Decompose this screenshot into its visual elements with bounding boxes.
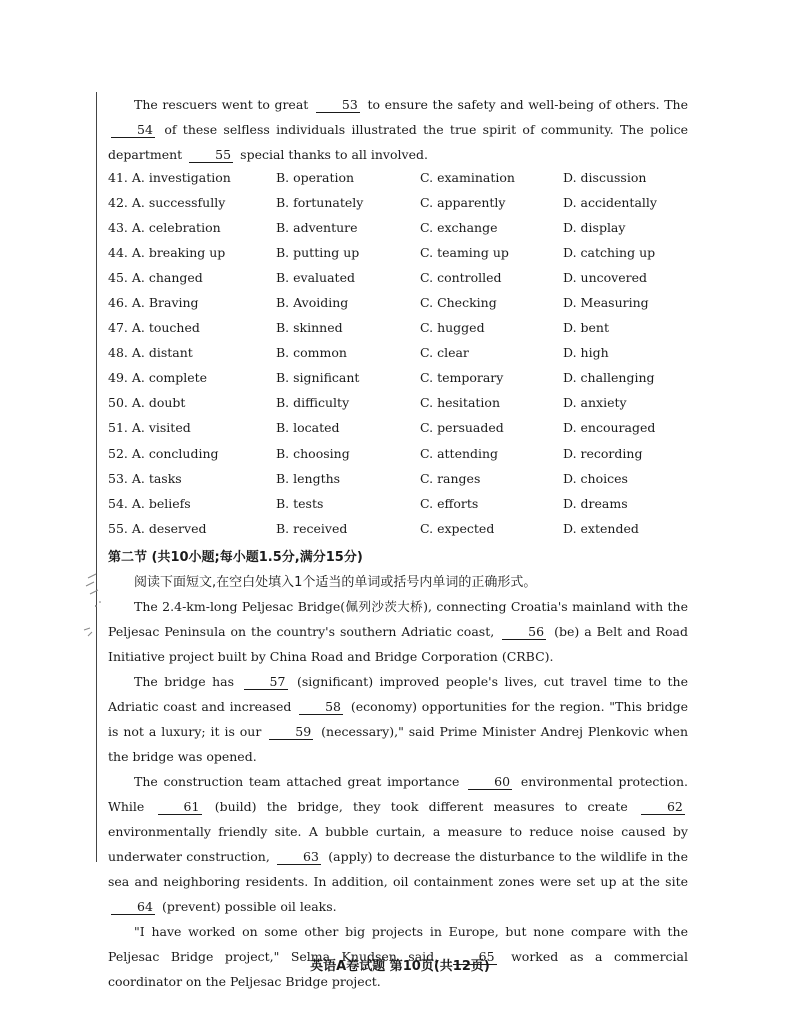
blank-63: 63: [277, 850, 321, 865]
passage-text: to ensure the safety and well-being of others. The: [367, 97, 689, 112]
passage-text: The bridge has: [134, 674, 235, 689]
passage-text: The 2.4-km-long Peljesac Bridge(佩列沙茨大桥), connecting Croatia's mainland with the Peljesac Peninsula on the country's southern Adriatic coast,: [108, 599, 688, 639]
passage-text: (significant) improved people's lives, cut travel time to the Adriatic coast and increased: [108, 674, 688, 714]
option-a: 46. A. Braving: [108, 295, 199, 311]
passage-top-paragraph: [108, 92, 688, 167]
option-row-53: [108, 469, 668, 494]
option-d: D. uncovered: [563, 270, 647, 286]
option-a: 53. A. tasks: [108, 470, 182, 486]
option-a: 45. A. changed: [108, 270, 203, 286]
passage-text: (apply) to decrease the disturbance to the wildlife in the sea and neighboring residents. In addition, oil containment zones were set up at the site: [108, 849, 688, 889]
option-b: B. common: [276, 345, 347, 361]
options-table: [108, 168, 668, 544]
option-a: 55. A. deserved: [108, 520, 207, 536]
option-c: C. examination: [420, 170, 515, 185]
option-b: B. adventure: [276, 220, 358, 236]
paragraph-1: [108, 594, 688, 669]
option-b: B. received: [276, 520, 348, 536]
option-a: 51. A. visited: [108, 420, 191, 436]
option-c: C. attending: [420, 445, 499, 461]
option-d: D. encouraged: [563, 420, 656, 436]
passage-text: The construction team attached great importance: [134, 774, 460, 789]
option-a: 48. A. distant: [108, 345, 193, 361]
option-d: D. choices: [563, 470, 628, 486]
option-b: B. Avoiding: [276, 295, 349, 311]
passage-bridge: [108, 594, 688, 994]
passage-text: environmentally friendly site. A bubble curtain, a measure to reduce noise caused by underwater construction,: [108, 824, 688, 864]
option-d: D. challenging: [563, 370, 655, 386]
option-b: B. choosing: [276, 445, 350, 461]
option-a: 54. A. beliefs: [108, 495, 191, 511]
option-d: D. bent: [563, 320, 609, 336]
option-c: C. persuaded: [420, 420, 504, 436]
option-c: C. efforts: [420, 495, 479, 511]
option-c: C. temporary: [420, 370, 504, 386]
option-c: C. expected: [420, 520, 495, 536]
option-d: D. anxiety: [563, 395, 627, 411]
option-d: D. accidentally: [563, 195, 657, 211]
option-d: D. dreams: [563, 495, 628, 511]
option-row-50: [108, 393, 668, 418]
option-row-45: [108, 268, 668, 293]
option-d: D. extended: [563, 520, 639, 536]
option-a: 52. A. concluding: [108, 445, 219, 461]
passage-top: [108, 92, 688, 167]
passage-text: environmental protection. While: [108, 774, 688, 814]
option-b: B. tests: [276, 495, 324, 511]
passage-text: (prevent) possible oil leaks.: [161, 899, 337, 914]
blank-64: 64: [111, 900, 155, 915]
passage-text: (build) the bridge, they took different measures to create: [214, 799, 628, 814]
option-a: 41. A. investigation: [108, 170, 231, 185]
option-row-48: [108, 343, 668, 368]
option-row-55: [108, 519, 668, 544]
option-b: B. difficulty: [276, 395, 350, 411]
section-heading: 第二节 (共10小题;每小题1.5分,满分15分): [108, 550, 363, 565]
option-row-49: [108, 368, 668, 393]
blank-54: 54: [111, 123, 155, 138]
option-row-42: [108, 193, 668, 218]
blank-55: 55: [189, 148, 233, 163]
passage-text: "I have worked on some other big projects in Europe, but none compare with the Peljesac Bridge project," Selma Knudsen said,: [108, 924, 688, 964]
option-row-43: [108, 218, 668, 243]
passage-text: of these selfless individuals illustrated the true spirit of community. The police department: [108, 122, 688, 162]
blank-56: 56: [502, 625, 546, 640]
option-c: C. hesitation: [420, 395, 500, 411]
blank-60: 60: [468, 775, 512, 790]
option-row-54: [108, 494, 668, 519]
option-d: D. discussion: [563, 170, 647, 185]
passage-text: (necessary)," said Prime Minister Andrej Plenkovic when the bridge was opened.: [108, 724, 688, 764]
option-a: 43. A. celebration: [108, 220, 221, 236]
option-row-47: [108, 318, 668, 343]
blank-62: 62: [641, 800, 685, 815]
option-d: D. high: [563, 345, 609, 361]
option-b: B. significant: [276, 370, 360, 386]
option-row-41: [108, 168, 668, 193]
option-b: B. skinned: [276, 320, 343, 336]
option-a: 47. A. touched: [108, 320, 200, 336]
passage-text: (be) a Belt and Road Initiative project built by China Road and Bridge Corporation (CRBC).: [108, 624, 688, 664]
passage-text: (economy) opportunities for the region. "This bridge is not a luxury; it is our: [108, 699, 688, 739]
option-d: D. recording: [563, 445, 643, 461]
option-b: B. operation: [276, 170, 355, 185]
option-c: C. apparently: [420, 195, 506, 211]
paragraph-3: [108, 769, 688, 919]
binding-margin-line: [96, 92, 97, 862]
option-row-44: [108, 243, 668, 268]
option-row-46: [108, 293, 668, 318]
option-d: D. Measuring: [563, 295, 649, 311]
option-c: C. ranges: [420, 470, 481, 486]
option-c: C. hugged: [420, 320, 485, 336]
option-b: B. located: [276, 420, 340, 436]
option-b: B. lengths: [276, 470, 341, 486]
option-a: 50. A. doubt: [108, 395, 186, 411]
blank-53: 53: [316, 98, 360, 113]
option-c: C. exchange: [420, 220, 498, 236]
blank-57: 57: [244, 675, 288, 690]
passage-text: special thanks to all involved.: [240, 147, 428, 162]
option-row-52: [108, 444, 668, 469]
option-c: C. clear: [420, 345, 469, 361]
blank-65: 65: [453, 950, 497, 965]
passage-text: worked as a commercial coordinator on the Peljesac Bridge project.: [108, 949, 689, 989]
option-b: B. fortunately: [276, 195, 364, 211]
section-instruction: 阅读下面短文,在空白处填入1个适当的单词或括号内单词的正确形式。: [134, 575, 537, 590]
blank-61: 61: [158, 800, 202, 815]
option-row-51: [108, 418, 668, 443]
option-d: D. display: [563, 220, 626, 236]
paragraph-2: [108, 669, 688, 769]
blank-59: 59: [269, 725, 313, 740]
option-b: B. putting up: [276, 245, 360, 261]
option-a: 42. A. successfully: [108, 195, 226, 211]
option-a: 49. A. complete: [108, 370, 208, 386]
blank-58: 58: [299, 700, 343, 715]
option-c: C. controlled: [420, 270, 502, 286]
option-d: D. catching up: [563, 245, 656, 261]
option-c: C. Checking: [420, 295, 497, 311]
option-a: 44. A. breaking up: [108, 245, 226, 261]
page-footer: 英语A卷试题 第10页(共12页): [310, 959, 490, 974]
passage-text: The rescuers went to great: [134, 97, 309, 112]
option-c: C. teaming up: [420, 245, 509, 261]
option-b: B. evaluated: [276, 270, 355, 286]
